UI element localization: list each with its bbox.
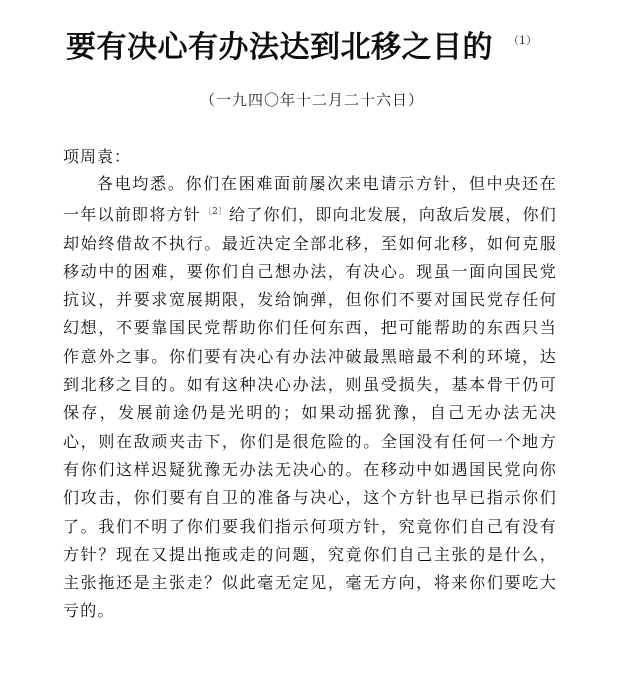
salutation: 项周袁：	[63, 147, 132, 166]
body-text-part-1: 各电均悉。你们在困难面前屡次来电请示方针，但中央还在一年以前即将方针	[63, 174, 557, 225]
body-paragraph	[63, 170, 557, 626]
page-title: 要有决心有办法达到北移之目的	[66, 30, 493, 65]
body-text-part-2: 给了你们，即向北发展，向敌后发展，你们却始终借故不执行。最近决定全部北移，至如何北移，如何克服移动中的困难，要你们自己想办法，有决心。现虽一面向国民党抗议，并要求宽展期限，发给饷弹，但你们不要对国民党存任何幻想，不要靠国民党帮助你们任何东西，把可能帮助的东西只当作意外之事。你们要有决心有办法冲破最黑暗最不利的环境，达到北移之目的。如有这种决心办法，则虽受损失，基本骨干仍可保存，发展前途仍是光明的；如果动摇犹豫，自己无办法无决心，则在敌顽夹击下，你们是很危险的。全国没有任何一个地方有你们这样迟疑犹豫无办法无决心的。在移动中如遇国民党向你们攻击，你们要有自卫的准备与决心，这个方针也早已指示你们了。我们不明了你们要我们指示何项方针，究竟你们自己有没有方针？现在又提出拖或走的问题，究竟你们自己主张的是什么，主张拖还是主张走？似此毫无定见，毫无方向，将来你们要吃大亏的。	[63, 205, 557, 621]
footnote-marker-2: 〔2〕	[203, 207, 228, 218]
title-footnote-marker: （1）	[508, 34, 537, 47]
document-date: （一九四〇年十二月二十六日）	[200, 91, 425, 109]
